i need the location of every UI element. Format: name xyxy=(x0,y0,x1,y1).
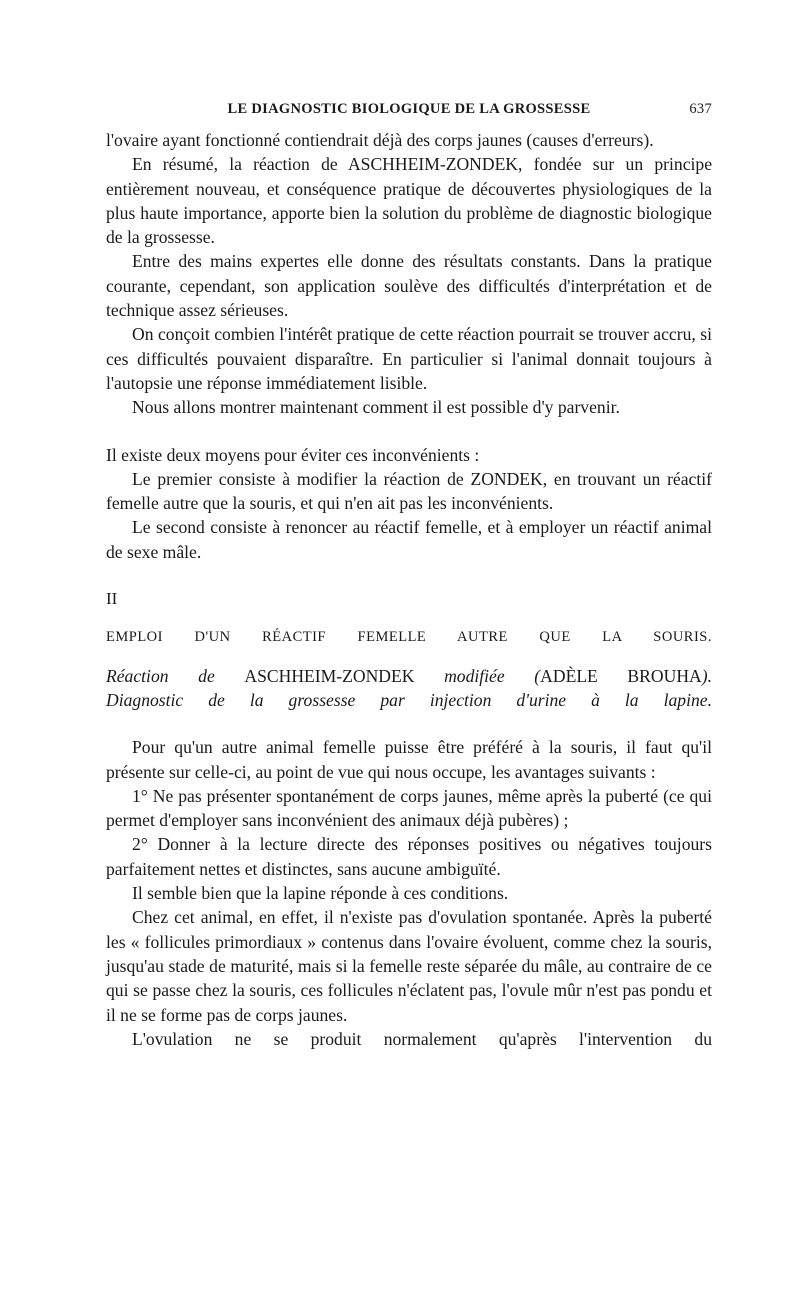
running-header xyxy=(106,101,712,121)
section-subtitle xyxy=(106,664,712,688)
paragraph: En résumé, la réaction de ASCHHEIM-ZONDEK, fondée sur un principe entièrement nouveau, et conséquence pratique de découvertes physiologiques de la plus haute importance, apporte bien la solution du problème de diagnostic biologique de la grossesse. xyxy=(106,154,712,248)
paragraph: Le premier consiste à modifier la réaction de ZONDEK, en trouvant un réactif femelle autre que la souris, et qui n'en ait pas les inconvénients. xyxy=(106,468,712,514)
subtitle-part: modifiée ( xyxy=(444,665,541,686)
page-body xyxy=(106,128,712,1051)
page-number: 637 xyxy=(689,101,712,117)
paragraph: Chez cet animal, en effet, il n'existe pas d'ovulation spontanée. Après la puberté les « follicules primordiaux » contenus dans l'ovaire évoluent, comme chez la souris, jusqu'au stade de maturité, mais si la femelle reste séparée du mâle, au contraire de ce qui se passe chez la souris, ces follicules n'éclatent pas, l'ovule mûr n'est pas pondu et il ne se forme pas de corps jaunes. xyxy=(106,907,712,1025)
paragraph: L'ovulation ne se produit normalement qu'après l'intervention du xyxy=(132,1028,712,1049)
paragraph: 1° Ne pas présenter spontanément de corps jaunes, même après la puberté (ce qui permet d'employer sans inconvénient des animaux déjà pubères) ; xyxy=(106,785,712,831)
paragraph: Pour qu'un autre animal femelle puisse être préféré à la souris, il faut qu'il présente sur celle-ci, au point de vue qui nous occupe, les avantages suivants : xyxy=(106,737,712,782)
paragraph: Nous allons montrer maintenant comment il est possible d'y parvenir. xyxy=(132,397,620,418)
section-number: II xyxy=(106,589,118,609)
paragraph: Le second consiste à renoncer au réactif femelle, et à employer un réactif animal de sexe mâle. xyxy=(106,517,712,562)
running-title: LE DIAGNOSTIC BIOLOGIQUE DE LA GROSSESSE xyxy=(227,101,591,117)
paragraph: 2° Donner à la lecture directe des réponses positives ou négatives toujours parfaitement nettes et distinctes, sans aucune ambiguïté. xyxy=(106,834,712,879)
subtitle-part: ). xyxy=(701,665,712,686)
paragraph: Entre des mains expertes elle donne des résultats constants. Dans la pratique courante, cependant, son application soulève des difficultés d'interprétation et de technique assez sérieuses. xyxy=(106,251,712,321)
paragraph: On conçoit combien l'intérêt pratique de cette réaction pourrait se trouver accru, si ces difficultés pouvaient disparaître. En particulier si l'animal donnait toujours à l'autopsie une réponse immédiatement lisible. xyxy=(106,324,712,393)
author-name: ASCHHEIM-ZONDEK xyxy=(244,665,415,686)
author-name: ADÈLE BROUHA xyxy=(540,665,702,686)
paragraph: Il existe deux moyens pour éviter ces inconvénients : xyxy=(106,444,480,465)
paragraph: Il semble bien que la lapine réponde à ces conditions. xyxy=(132,883,509,904)
paragraph: l'ovaire ayant fonctionné contiendrait déjà des corps jaunes (causes d'erreurs). xyxy=(106,130,654,150)
section-subtitle: Diagnostic de la grossesse par injection d'urine à la lapine. xyxy=(106,689,712,710)
subtitle-part: Réaction de xyxy=(106,665,215,686)
section-title: EMPLOI D'UN RÉACTIF FEMELLE AUTRE QUE LA SOURIS. xyxy=(106,629,712,646)
